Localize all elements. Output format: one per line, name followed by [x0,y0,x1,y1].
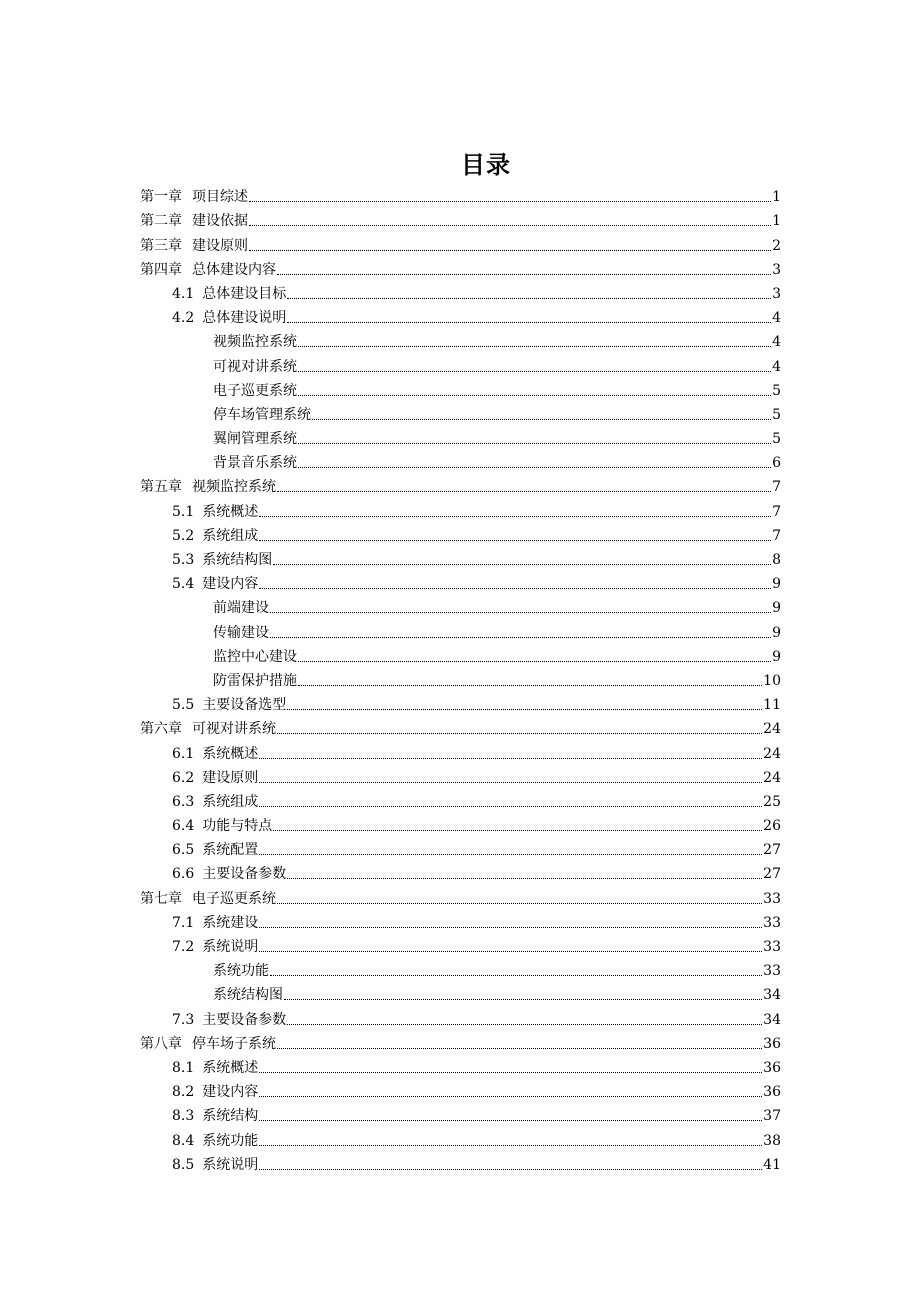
toc-entry-title: 建设原则 [192,237,248,254]
toc-dot-leader [259,950,762,952]
toc-entry-number: 第一章 [140,189,182,206]
toc-dot-leader [287,877,762,879]
toc-dot-leader [298,466,771,468]
toc-entry-page-number: 10 [763,672,781,689]
toc-entry-page-number: 41 [763,1156,781,1173]
toc-entry-title: 系统结构 [202,1108,259,1125]
toc-entry-title: 建设内容 [202,1084,259,1101]
toc-dot-leader [312,418,771,420]
toc-entry-page-number: 8 [772,552,781,568]
toc-entry-number: 8.3 [172,1108,195,1125]
toc-entry-page-number: 9 [772,576,781,593]
toc-entry-number: 第五章 [140,479,182,496]
toc-entry-title: 系统组成 [202,527,259,544]
toc-dot-leader [249,224,771,226]
toc-entry[interactable] [140,424,781,448]
toc-dot-leader [259,757,762,759]
toc-dot-leader [273,829,762,831]
toc-entry[interactable] [140,569,781,593]
toc-dot-leader [284,998,762,1000]
toc-entry[interactable] [140,230,781,254]
toc-entry[interactable] [140,279,781,303]
toc-entry[interactable] [140,763,781,787]
toc-entry-number: 6.4 [172,818,195,835]
toc-dot-leader [270,611,771,613]
toc-entry-page-number: 33 [763,939,781,955]
toc-entry-number: 6.5 [172,842,195,859]
toc-entry[interactable] [140,980,781,1004]
toc-entry-title: 前端建设 [213,600,269,617]
toc-entry-page-number: 9 [772,648,781,665]
toc-dot-leader [298,345,771,347]
toc-entry-number: 4.2 [172,310,195,327]
toc-entry-number: 第四章 [140,261,182,278]
toc-dot-leader [249,200,771,202]
toc-entry-title: 建设内容 [202,576,259,593]
toc-entry[interactable] [140,787,781,811]
toc-entry[interactable] [140,811,781,835]
toc-dot-leader [273,563,771,565]
toc-entry-page-number: 5 [772,406,781,423]
toc-dot-leader [259,587,771,589]
toc-entry-number: 第六章 [140,721,182,738]
toc-entry-title: 主要设备参数 [202,1011,287,1028]
toc-entry[interactable] [140,1004,781,1028]
toc-entry-page-number: 38 [763,1132,781,1149]
toc-dot-leader [287,297,771,299]
toc-entry[interactable] [140,835,781,859]
toc-entry-title: 系统概述 [202,745,259,762]
toc-dot-leader [298,684,762,686]
toc-entry[interactable] [140,642,781,666]
toc-entry-title: 系统概述 [202,1059,259,1076]
toc-entry[interactable] [140,182,781,206]
toc-entry[interactable] [140,956,781,980]
toc-dot-leader [287,321,771,323]
toc-entry-title: 总体建设内容 [192,261,276,278]
toc-entry-title: 翼闸管理系统 [213,431,297,448]
toc-entry-page-number: 3 [772,285,781,302]
toc-dot-leader [298,394,771,396]
toc-entry-title: 系统说明 [202,939,259,955]
toc-entry[interactable] [140,617,781,641]
toc-entry[interactable] [140,1101,781,1125]
toc-entry-page-number: 4 [772,310,781,327]
toc-dot-leader [298,370,771,372]
toc-entry[interactable] [140,472,781,496]
toc-entry-number: 6.1 [172,745,195,762]
toc-dot-leader [298,442,771,444]
toc-dot-leader [270,636,771,638]
toc-entry-title: 主要设备参数 [202,866,287,883]
toc-dot-leader [259,1144,762,1146]
toc-entry[interactable] [140,859,781,883]
toc-entry[interactable] [140,690,781,714]
toc-entry-page-number: 2 [772,237,781,254]
toc-entry-page-number: 24 [763,721,781,738]
toc-entry[interactable] [140,376,781,400]
toc-entry[interactable] [140,908,781,932]
toc-entry-page-number: 7 [772,503,781,520]
page-title: 目录 [461,151,511,179]
toc-entry-title: 可视对讲系统 [192,721,276,738]
toc-entry-title: 系统功能 [202,1132,259,1149]
toc-entry-title: 监控中心建设 [213,648,297,665]
toc-entry-title: 系统组成 [202,793,259,810]
toc-entry[interactable] [140,351,781,375]
toc-entry-page-number: 26 [763,818,781,835]
toc-entry[interactable] [140,1053,781,1077]
toc-entry-number: 5.2 [172,527,195,544]
toc-entry-title: 系统概述 [202,503,259,520]
toc-entry-number: 5.5 [172,697,195,714]
toc-entry[interactable] [140,714,781,738]
toc-entry-number: 8.2 [172,1084,195,1101]
toc-entry-title: 建设原则 [202,769,259,786]
toc-entry-page-number: 36 [763,1035,781,1052]
toc-dot-leader [249,249,771,251]
toc-dot-leader [259,781,762,783]
toc-dot-leader [270,974,762,976]
toc-entry-page-number: 33 [763,890,781,907]
toc-entry[interactable] [140,1150,781,1174]
toc-entry-title: 系统结构图 [213,987,283,1004]
toc-entry[interactable] [140,496,781,520]
toc-entry-number: 第三章 [140,237,182,254]
toc-entry[interactable] [140,932,781,956]
toc-entry-number: 8.1 [172,1059,195,1076]
toc-entry[interactable] [140,1077,781,1101]
toc-entry-page-number: 9 [772,624,781,641]
toc-entry-number: 5.1 [172,503,195,520]
toc-dot-leader [259,926,762,928]
toc-entry-title: 主要设备选型 [202,697,287,714]
toc-entry-page-number: 34 [763,987,781,1004]
toc-entry-number: 6.6 [172,866,195,883]
toc-entry-title: 电子巡更系统 [192,890,276,907]
toc-entry-title: 视频监控系统 [213,334,297,351]
toc-entry-title: 总体建设说明 [202,310,287,327]
toc-entry[interactable] [140,1029,781,1053]
toc-entry-page-number: 33 [763,914,781,931]
toc-entry-number: 7.2 [172,939,195,955]
toc-entry-title: 防雷保护措施 [213,672,297,689]
toc-entry-title: 可视对讲系统 [213,358,297,375]
toc-dot-leader [277,1047,762,1049]
toc-dot-leader [277,732,762,734]
toc-entry-number: 6.3 [172,793,195,810]
toc-entry-title: 电子巡更系统 [213,382,297,399]
toc-entry-title: 系统配置 [202,842,259,859]
toc-dot-leader [259,1119,762,1121]
toc-entry-number: 5.3 [172,552,195,568]
toc-entry-title: 停车场管理系统 [213,406,311,423]
toc-entry-title: 功能与特点 [202,818,273,835]
toc-dot-leader [259,1168,762,1170]
table-of-contents [140,182,781,1174]
toc-entry-page-number: 7 [772,479,781,496]
toc-dot-leader [259,1071,762,1073]
toc-entry-page-number: 36 [763,1059,781,1076]
toc-entry-page-number: 34 [763,1011,781,1028]
toc-entry-page-number: 3 [772,261,781,278]
toc-dot-leader [259,805,762,807]
toc-entry[interactable] [140,303,781,327]
toc-entry-page-number: 7 [772,527,781,544]
toc-dot-leader [259,1095,762,1097]
toc-entry-page-number: 27 [763,842,781,859]
toc-entry[interactable] [140,206,781,230]
toc-entry-number: 第八章 [140,1035,182,1052]
toc-entry-page-number: 33 [763,963,781,980]
toc-dot-leader [277,273,771,275]
toc-entry[interactable] [140,255,781,279]
toc-entry-page-number: 6 [772,455,781,472]
toc-entry-page-number: 4 [772,334,781,351]
toc-entry[interactable] [140,545,781,569]
toc-entry-number: 6.2 [172,769,195,786]
toc-entry-page-number: 4 [772,358,781,375]
toc-entry[interactable] [140,666,781,690]
toc-entry-number: 8.5 [172,1156,195,1173]
toc-entry-number: 7.1 [172,914,195,931]
toc-entry-page-number: 9 [772,600,781,617]
toc-entry-title: 系统功能 [213,963,269,980]
toc-dot-leader [287,1023,762,1025]
toc-entry-page-number: 37 [763,1108,781,1125]
toc-dot-leader [287,708,762,710]
toc-entry-page-number: 5 [772,382,781,399]
toc-entry-number: 第七章 [140,890,182,907]
toc-entry-title: 停车场子系统 [192,1035,276,1052]
toc-entry-page-number: 24 [763,769,781,786]
toc-entry-number: 8.4 [172,1132,195,1149]
toc-dot-leader [277,490,771,492]
toc-entry[interactable] [140,448,781,472]
toc-entry-page-number: 36 [763,1084,781,1101]
toc-entry-title: 系统建设 [202,914,259,931]
toc-entry[interactable] [140,400,781,424]
toc-entry[interactable] [140,521,781,545]
toc-dot-leader [259,539,771,541]
toc-entry[interactable] [140,593,781,617]
toc-entry-number: 7.3 [172,1011,195,1028]
toc-entry-page-number: 5 [772,431,781,448]
toc-entry-title: 传输建设 [213,624,269,641]
toc-dot-leader [259,853,762,855]
toc-entry-number: 4.1 [172,285,195,302]
toc-entry-page-number: 1 [772,189,781,206]
toc-entry-page-number: 1 [772,213,781,230]
toc-entry-title: 背景音乐系统 [213,455,297,472]
toc-entry[interactable] [140,883,781,907]
toc-entry-title: 项目综述 [192,189,248,206]
toc-entry-page-number: 24 [763,745,781,762]
toc-entry-page-number: 11 [763,697,781,714]
toc-entry-title: 视频监控系统 [192,479,276,496]
toc-entry-title: 系统结构图 [202,552,273,568]
toc-dot-leader [259,515,771,517]
toc-entry-number: 5.4 [172,576,195,593]
toc-entry-number: 第二章 [140,213,182,230]
toc-dot-leader [298,660,771,662]
toc-entry[interactable] [140,327,781,351]
toc-entry-title: 系统说明 [202,1156,259,1173]
toc-entry-page-number: 25 [763,793,781,810]
toc-entry-title: 建设依据 [192,213,248,230]
toc-entry[interactable] [140,738,781,762]
toc-entry[interactable] [140,1125,781,1149]
toc-dot-leader [277,902,762,904]
toc-entry-page-number: 27 [763,866,781,883]
toc-entry-title: 总体建设目标 [202,285,287,302]
